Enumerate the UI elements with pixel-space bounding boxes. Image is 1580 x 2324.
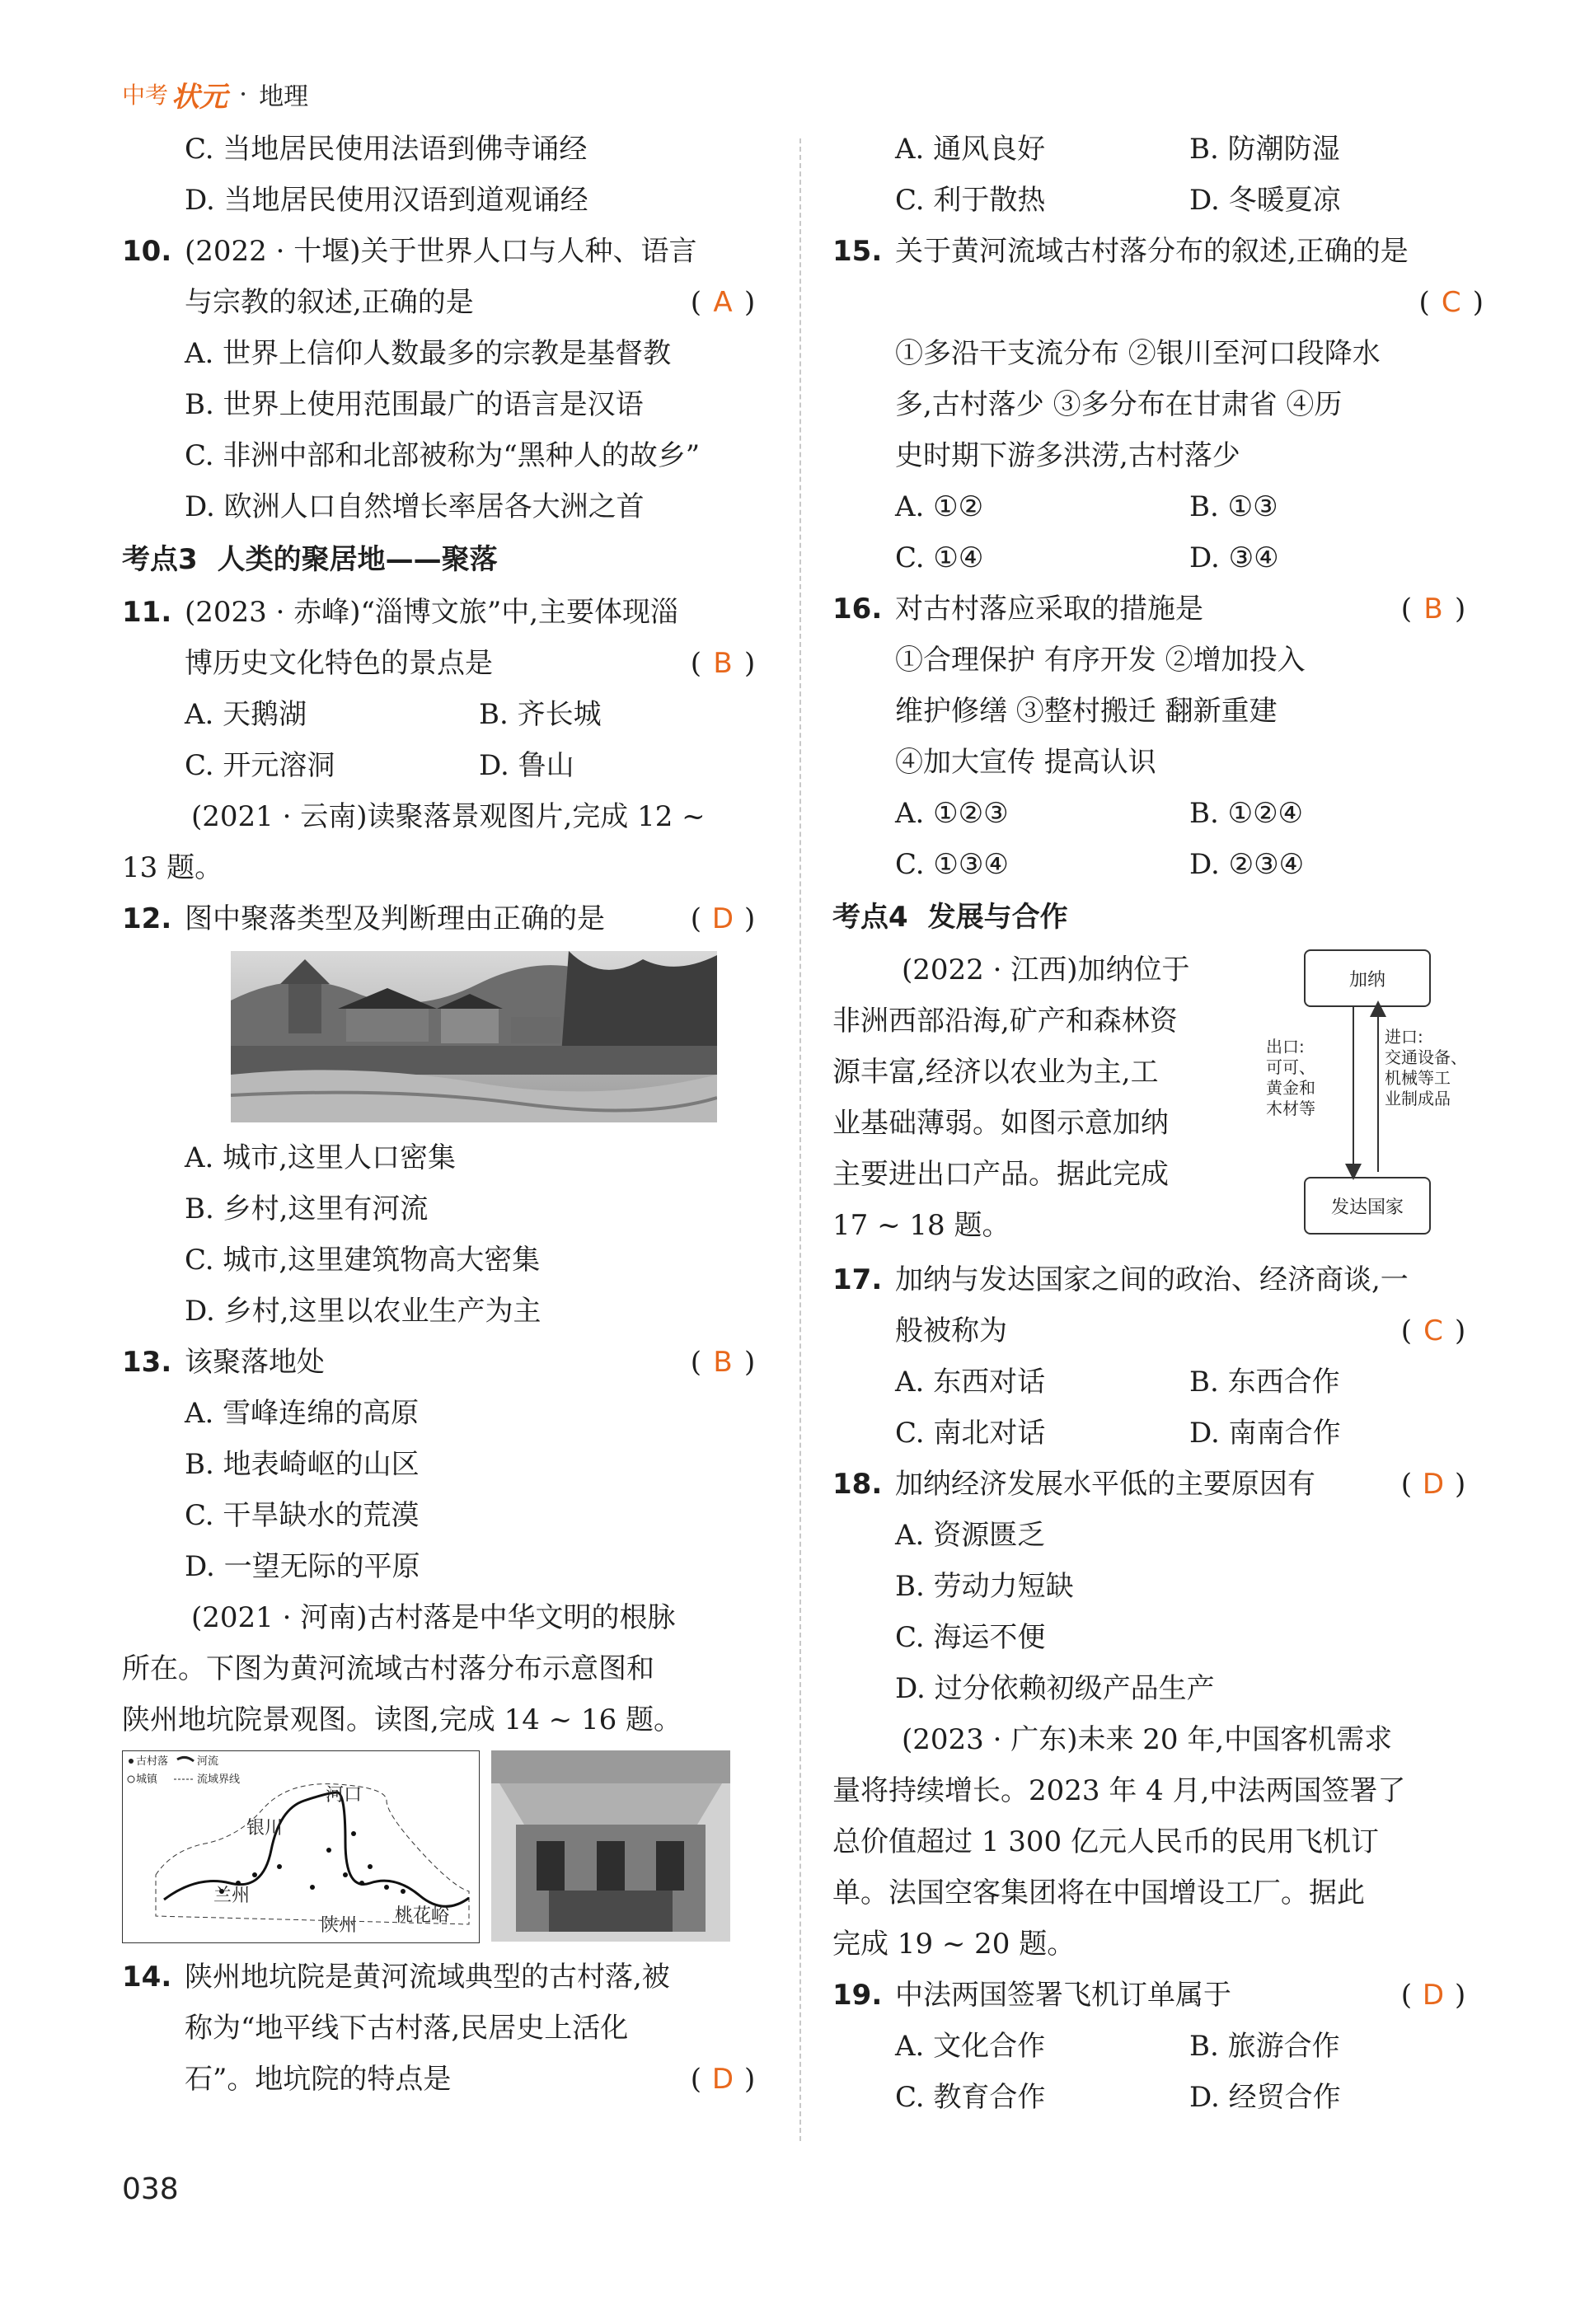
- q12-option-b: B. 乡村,这里有河流: [185, 1192, 429, 1225]
- q13-answer-blank: ( B ): [673, 1337, 773, 1388]
- q12-option-a: A. 城市,这里人口密集: [185, 1141, 456, 1174]
- trade-diagram: [1261, 944, 1475, 1254]
- export-line-4: 木材等: [1266, 1099, 1315, 1118]
- q10-answer: A: [713, 286, 733, 319]
- q16-option-a: A. ①②③: [895, 797, 1009, 830]
- intro17-line-5: 主要进出口产品。据此完成: [832, 1158, 1169, 1191]
- q15-text-1: 关于黄河流域古村落分布的叙述,正确的是: [895, 235, 1409, 268]
- q16-options-row-2: [832, 839, 1484, 890]
- q16-options-row-1: [832, 788, 1484, 839]
- page-header: [122, 76, 308, 112]
- q10-text-2: 与宗教的叙述,正确的是: [185, 286, 474, 319]
- q11-option-a: A. 天鹅湖: [185, 698, 307, 731]
- q10-option-c: C. 非洲中部和北部被称为“黑种人的故乡”: [185, 439, 701, 472]
- column-divider: [799, 138, 801, 2141]
- q11-option-c: C. 开元溶洞: [185, 749, 335, 782]
- q13-answer: B: [713, 1346, 733, 1379]
- brand-name: 状元: [171, 80, 228, 114]
- import-line-3: 机械等工: [1385, 1068, 1451, 1088]
- q17-option-d: D. 南南合作: [1189, 1417, 1341, 1450]
- q18-answer: D: [1422, 1468, 1445, 1501]
- intro19-line-3: 总价值超过 1 300 亿元人民币的民用飞机订: [832, 1825, 1379, 1858]
- q19-answer-blank: ( D ): [1383, 1970, 1484, 2021]
- q11-options-row-1: [122, 689, 773, 740]
- q16-body-2: 维护修缮 ③整村搬迁 翻新重建: [895, 695, 1278, 728]
- q18-text-1: 加纳经济发展水平低的主要原因有: [895, 1468, 1315, 1501]
- q15-stem-1: [832, 226, 1484, 277]
- q13-number: 13.: [122, 1346, 172, 1379]
- q15-answer-line: [832, 277, 1484, 328]
- q15-body-3: 史时期下游多洪涝,古村落少: [895, 439, 1240, 472]
- q16-body-1: ①合理保护 有序开发 ②增加投入: [895, 644, 1306, 677]
- q15-options-row-1: [832, 481, 1484, 532]
- q14-answer-blank: ( D ): [673, 2054, 773, 2105]
- q10-answer-blank: ( A ): [673, 277, 773, 328]
- q14-option-b: B. 防潮防湿: [1189, 133, 1340, 166]
- q11-text-2: 博历史文化特色的景点是: [185, 647, 493, 680]
- q19-option-a: A. 文化合作: [895, 2030, 1046, 2063]
- q14-answer: D: [711, 2063, 734, 2096]
- q17-option-a: A. 东西对话: [895, 1366, 1046, 1399]
- q17-answer-blank: ( C ): [1383, 1305, 1484, 1356]
- q15-options-row-2: [832, 532, 1484, 583]
- q19-answer: D: [1422, 1979, 1445, 2012]
- settlement-photo-image: [231, 951, 717, 1122]
- q12-answer-blank: ( D ): [673, 893, 773, 944]
- q18-stem: [832, 1459, 1484, 1510]
- q17-stem-1: [832, 1254, 1484, 1305]
- q16-option-b: B. ①②④: [1189, 797, 1304, 830]
- intro19-line-4: 单。法国空客集团将在中国增设工厂。据此: [832, 1877, 1365, 1909]
- label-shanzhou: 陕州: [321, 1915, 358, 1936]
- q12-stem: [122, 893, 773, 944]
- q14-option-c: C. 利于散热: [895, 184, 1046, 217]
- intro17-text: [832, 944, 1261, 1254]
- q14-number: 14.: [122, 1961, 172, 1994]
- q14-text-1: 陕州地坑院是黄河流域典型的古村落,被: [185, 1961, 670, 1994]
- q10-number: 10.: [122, 235, 172, 268]
- q17-option-b: B. 东西合作: [1189, 1366, 1340, 1399]
- q19-options-row-1: [832, 2021, 1484, 2072]
- q19-option-c: C. 教育合作: [895, 2081, 1046, 2114]
- q19-option-d: D. 经贸合作: [1189, 2081, 1341, 2114]
- q10-stem-1: [122, 226, 773, 277]
- q16-body-3: ④加大宣传 提高认识: [895, 746, 1156, 779]
- intro12-line-1: (2021 · 云南)读聚落景观图片,完成 12 ~: [191, 800, 706, 833]
- legend-river: 河流: [197, 1755, 219, 1768]
- section-tag: 考点3: [122, 543, 198, 576]
- section-title: 发展与合作: [927, 901, 1068, 934]
- header-dot: ·: [239, 78, 248, 110]
- q15-body-2: 多,古村落少 ③多分布在甘肃省 ④历: [895, 388, 1343, 421]
- developed-countries-box: 发达国家: [1304, 1177, 1431, 1235]
- legend-village: 古村落: [136, 1755, 169, 1768]
- settlement-photo: [231, 951, 773, 1126]
- q13-option-a: A. 雪峰连绵的高原: [185, 1397, 420, 1430]
- q14-stem-2: 称为“地平线下古村落,民居史上活化: [185, 2012, 629, 2045]
- q19-number: 19.: [832, 1979, 883, 2012]
- export-line-2: 可可、: [1266, 1057, 1315, 1077]
- intro19-line-2: 量将持续增长。2023 年 4 月,中法两国签署了: [832, 1774, 1406, 1807]
- q12-option-c: C. 城市,这里建筑物高大密集: [185, 1244, 541, 1277]
- q18-option-a: A. 资源匮乏: [895, 1519, 1046, 1552]
- q13-option-b: B. 地表崎岖的山区: [185, 1448, 420, 1481]
- q14-stem-1: [122, 1952, 773, 2003]
- export-line-3: 黄金和: [1266, 1078, 1315, 1098]
- q16-option-d: D. ②③④: [1189, 848, 1305, 881]
- intro17-line-4: 业基础薄弱。如图示意加纳: [832, 1107, 1169, 1140]
- q18-option-c: C. 海运不便: [895, 1621, 1046, 1654]
- import-line-1: 进口:: [1385, 1027, 1423, 1047]
- legend-town: 城镇: [136, 1773, 158, 1786]
- import-label: [1385, 1027, 1467, 1109]
- q15-answer-blank: ( C ): [1418, 286, 1484, 319]
- intro12-line-2: 13 题。: [122, 851, 223, 884]
- q17-number: 17.: [832, 1263, 883, 1296]
- figure-row-14: [122, 1750, 773, 1943]
- q15-body-1: ①多沿干支流分布 ②银川至河口段降水: [895, 337, 1381, 370]
- q14-options-row-2: [832, 175, 1484, 226]
- import-line-2: 交通设备、: [1385, 1047, 1467, 1067]
- q18-answer-blank: ( D ): [1383, 1459, 1484, 1510]
- intro19-line-1: (2023 · 广东)未来 20 年,中国客机需求: [902, 1723, 1393, 1756]
- q13-option-c: C. 干旱缺水的荒漠: [185, 1499, 420, 1532]
- q13-stem: [122, 1337, 773, 1388]
- q19-stem: [832, 1970, 1484, 2021]
- yellow-river-map: [122, 1750, 480, 1943]
- town-icon: [128, 1776, 134, 1783]
- q19-text-1: 中法两国签署飞机订单属于: [895, 1979, 1231, 2012]
- export-line-1: 出口:: [1266, 1037, 1305, 1057]
- q14-text-3: 石”。地坑院的特点是: [185, 2063, 452, 2096]
- intro17-line-6: 17 ~ 18 题。: [832, 1209, 1010, 1242]
- q16-number: 16.: [832, 593, 883, 626]
- right-column: [832, 124, 1484, 2123]
- q17-text-1: 加纳与发达国家之间的政治、经济商谈,一: [895, 1263, 1409, 1296]
- q12-option-d: D. 乡村,这里以农业生产为主: [185, 1295, 542, 1328]
- q11-option-d: D. 鲁山: [479, 749, 574, 782]
- q11-options-row-2: [122, 740, 773, 791]
- q11-stem-2: [122, 638, 773, 689]
- label-lanzhou: 兰州: [213, 1886, 251, 1906]
- section-heading-3: [122, 532, 773, 587]
- village-dot-icon: [129, 1759, 134, 1764]
- q13-text-1: 该聚落地处: [185, 1346, 325, 1379]
- q15-option-d: D. ③④: [1189, 541, 1279, 574]
- q11-answer: B: [713, 647, 733, 680]
- q16-answer-blank: ( B ): [1383, 583, 1484, 635]
- q16-stem: [832, 583, 1484, 635]
- export-label: [1266, 1037, 1315, 1119]
- q11-text-1: (2023 · 赤峰)“淄博文旅”中,主要体现淄: [185, 596, 679, 629]
- section-heading-4: [832, 890, 1484, 944]
- q12-number: 12.: [122, 902, 172, 935]
- yellow-river-course: [164, 1792, 469, 1906]
- intro19-line-5: 完成 19 ~ 20 题。: [832, 1928, 1076, 1961]
- label-taohuayu: 桃花峪: [395, 1905, 450, 1926]
- q10-option-b: B. 世界上使用范围最广的语言是汉语: [185, 388, 644, 421]
- q19-option-b: B. 旅游合作: [1189, 2030, 1340, 2063]
- q17-text-2: 般被称为: [895, 1314, 1007, 1347]
- left-column: [122, 124, 773, 2105]
- page-number: 038: [122, 2172, 179, 2206]
- q16-text-1: 对古村落应采取的措施是: [895, 593, 1203, 626]
- q17-stem-2: [832, 1305, 1484, 1356]
- q15-answer: C: [1441, 286, 1461, 319]
- basin-boundary: [156, 1784, 469, 1924]
- q15-option-c: C. ①④: [895, 541, 984, 574]
- q15-number: 15.: [832, 235, 883, 268]
- intro17-block: [832, 944, 1484, 1254]
- q14-stem-3: [122, 2054, 773, 2105]
- q11-number: 11.: [122, 596, 172, 629]
- intro14-line-2: 所在。下图为黄河流域古村落分布示意图和: [122, 1652, 654, 1685]
- q10-option-a: A. 世界上信仰人数最多的宗教是基督教: [185, 337, 672, 370]
- intro17-line-3: 源丰富,经济以农业为主,工: [832, 1056, 1159, 1089]
- q12-text-1: 图中聚落类型及判断理由正确的是: [185, 902, 605, 935]
- q9-option-c: C. 当地居民使用法语到佛寺诵经: [185, 133, 588, 166]
- q12-answer: D: [711, 902, 734, 935]
- q17-options-row-1: [832, 1356, 1484, 1408]
- legend-boundary: 流域界线: [197, 1773, 241, 1786]
- q19-options-row-2: [832, 2072, 1484, 2123]
- q9-option-d: D. 当地居民使用汉语到道观诵经: [185, 184, 588, 217]
- import-line-4: 业制成品: [1385, 1089, 1451, 1108]
- q18-option-b: B. 劳动力短缺: [895, 1570, 1074, 1603]
- q16-answer: B: [1423, 593, 1443, 626]
- q15-option-b: B. ①③: [1189, 490, 1278, 523]
- subject-title: 地理: [259, 82, 309, 111]
- ghana-box: 加纳: [1304, 949, 1431, 1007]
- q11-stem-1: [122, 587, 773, 638]
- q11-option-b: B. 齐长城: [479, 698, 602, 731]
- q13-option-d: D. 一望无际的平原: [185, 1550, 420, 1583]
- q14-options-row-1: [832, 124, 1484, 175]
- label-hekou: 河口: [326, 1785, 363, 1806]
- river-line-icon: [177, 1757, 194, 1761]
- intro14-line-1: (2021 · 河南)古村落是中华文明的根脉: [191, 1601, 676, 1634]
- dikengyuan-photo: [491, 1750, 730, 1942]
- q15-option-a: A. ①②: [895, 490, 984, 523]
- q14-option-a: A. 通风良好: [895, 133, 1046, 166]
- q18-number: 18.: [832, 1468, 883, 1501]
- brand-prefix: 中考: [122, 82, 169, 109]
- intro17-line-1: (2022 · 江西)加纳位于: [902, 953, 1190, 986]
- q14-option-d: D. 冬暖夏凉: [1189, 184, 1341, 217]
- q16-option-c: C. ①③④: [895, 848, 1009, 881]
- intro14-line-3: 陕州地坑院景观图。读图,完成 14 ~ 16 题。: [122, 1703, 682, 1736]
- section-title: 人类的聚居地——聚落: [217, 543, 498, 576]
- label-yinchuan: 银川: [246, 1818, 284, 1839]
- section-tag: 考点4: [832, 901, 908, 934]
- q17-answer: C: [1423, 1314, 1443, 1347]
- q18-option-d: D. 过分依赖初级产品生产: [895, 1672, 1215, 1705]
- q11-answer-blank: ( B ): [673, 638, 773, 689]
- q10-option-d: D. 欧洲人口自然增长率居各大洲之首: [185, 490, 645, 523]
- q17-options-row-2: [832, 1408, 1484, 1459]
- q10-stem-2: [122, 277, 773, 328]
- q10-text-1: (2022 · 十堰)关于世界人口与人种、语言: [185, 235, 697, 268]
- intro17-line-2: 非洲西部沿海,矿产和森林资: [832, 1005, 1178, 1038]
- q17-option-c: C. 南北对话: [895, 1417, 1046, 1450]
